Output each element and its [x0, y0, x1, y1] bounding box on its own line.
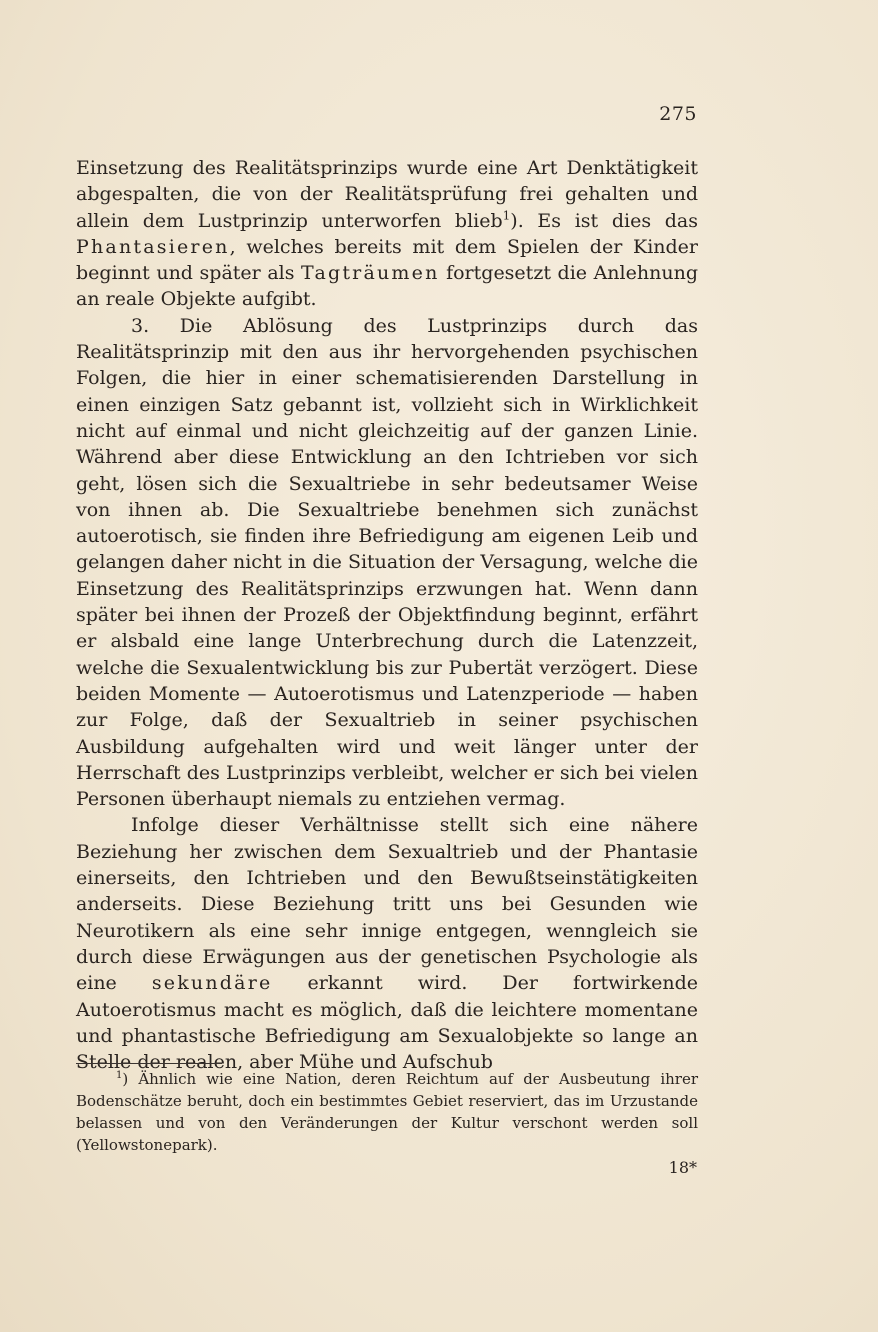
paragraph-1-text-d: fortgesetzt die Anlehnung an reale Objekte aufgibt.	[76, 262, 698, 311]
footnote-divider	[76, 1063, 222, 1064]
footnote-text: ) Ähnlich wie eine Nation, deren Reichtum auf der Ausbeutung ihrer Bodenschätze beruht, doch ein bestimmtes Gebiet reserviert, das im Urzustande belassen und von den Veränderungen der Kultur verschont werden soll (Yellowstonepark).	[76, 1070, 698, 1154]
paragraph-2: 3. Die Ablösung des Lustprinzips durch das Realitätsprinzip mit den aus ihr hervorgehenden psychischen Folgen, die hier in einer schematisierenden Darstellung in einen einzigen Satz gebannt ist, vollzieht sich in Wirklichkeit nicht auf einmal und nicht gleichzeitig auf der ganzen Linie. Während aber diese Entwicklung an den Ichtrieben vor sich geht, lösen sich die Sexualtriebe in sehr bedeutsamer Weise von ihnen ab. Die Sexualtriebe benehmen sich zunächst autoerotisch, sie finden ihre Befriedigung am eigenen Leib und gelangen daher nicht in die Situation der Versagung, welche die Einsetzung des Realitätsprinzips erzwungen hat. Wenn dann später bei ihnen der Prozeß der Objektfindung beginnt, erfährt er alsbald eine lange Unterbrechung durch die Latenzzeit, welche die Sexualentwicklung bis zur Pubertät verzögert. Diese beiden Momente — Autoerotismus und Latenzperiode — haben zur Folge, daß der Sexualtrieb in seiner psychischen Ausbildung aufgehalten wird und weit länger unter der Herrschaft des Lustprinzips verbleibt, welcher er sich bei vielen Personen überhaupt niemals zu entziehen vermag.	[76, 314, 698, 811]
paragraph-1-text-a: Einsetzung des Realitätsprinzips wurde eine Art Denktätigkeit abgespalten, die von der Realitätsprüfung frei gehalten und allein dem Lustprinzip unterworfen blieb	[76, 157, 698, 232]
paragraph-3-text-a: Infolge dieser Verhältnisse stellt sich eine nähere Beziehung her zwischen dem Sexualtrieb und der Phantasie einerseits, den Ichtrieben und den Bewußtseinstätigkeiten anderseits. Diese Beziehung tritt uns bei Gesunden wie Neurotikern als eine sehr innige entgegen, wenngleich sie durch diese Erwägungen aus der genetischen Psychologie als eine	[76, 814, 698, 995]
paragraph-1-text-c: , welches bereits mit dem Spielen der Kinder beginnt und später als	[76, 235, 698, 285]
paragraph-3	[76, 812, 698, 1075]
body-text	[76, 155, 698, 1075]
signature-mark: 18*	[668, 1158, 697, 1177]
page-number: 275	[659, 103, 697, 125]
paragraph-1	[76, 155, 698, 313]
paragraph-3-text-b: erkannt wird. Der fortwirkende Autoerotismus macht es möglich, daß die leichtere momentane und phantastische Befriedigung am Sexualobjekte so lange an Stelle der realen, aber Mühe und Aufschub	[76, 972, 698, 1074]
footnote	[76, 1068, 698, 1156]
emphasis-sekundaere: sekundäre	[151, 972, 273, 995]
emphasis-phantasieren: Phantasieren	[76, 235, 230, 258]
footnote-mark: 1	[116, 1070, 123, 1081]
footnote-reference: 1	[502, 208, 511, 223]
emphasis-tagtraeumen: Tagträumen	[301, 262, 440, 285]
paragraph-1-text-b: ). Es ist dies das	[510, 209, 698, 232]
